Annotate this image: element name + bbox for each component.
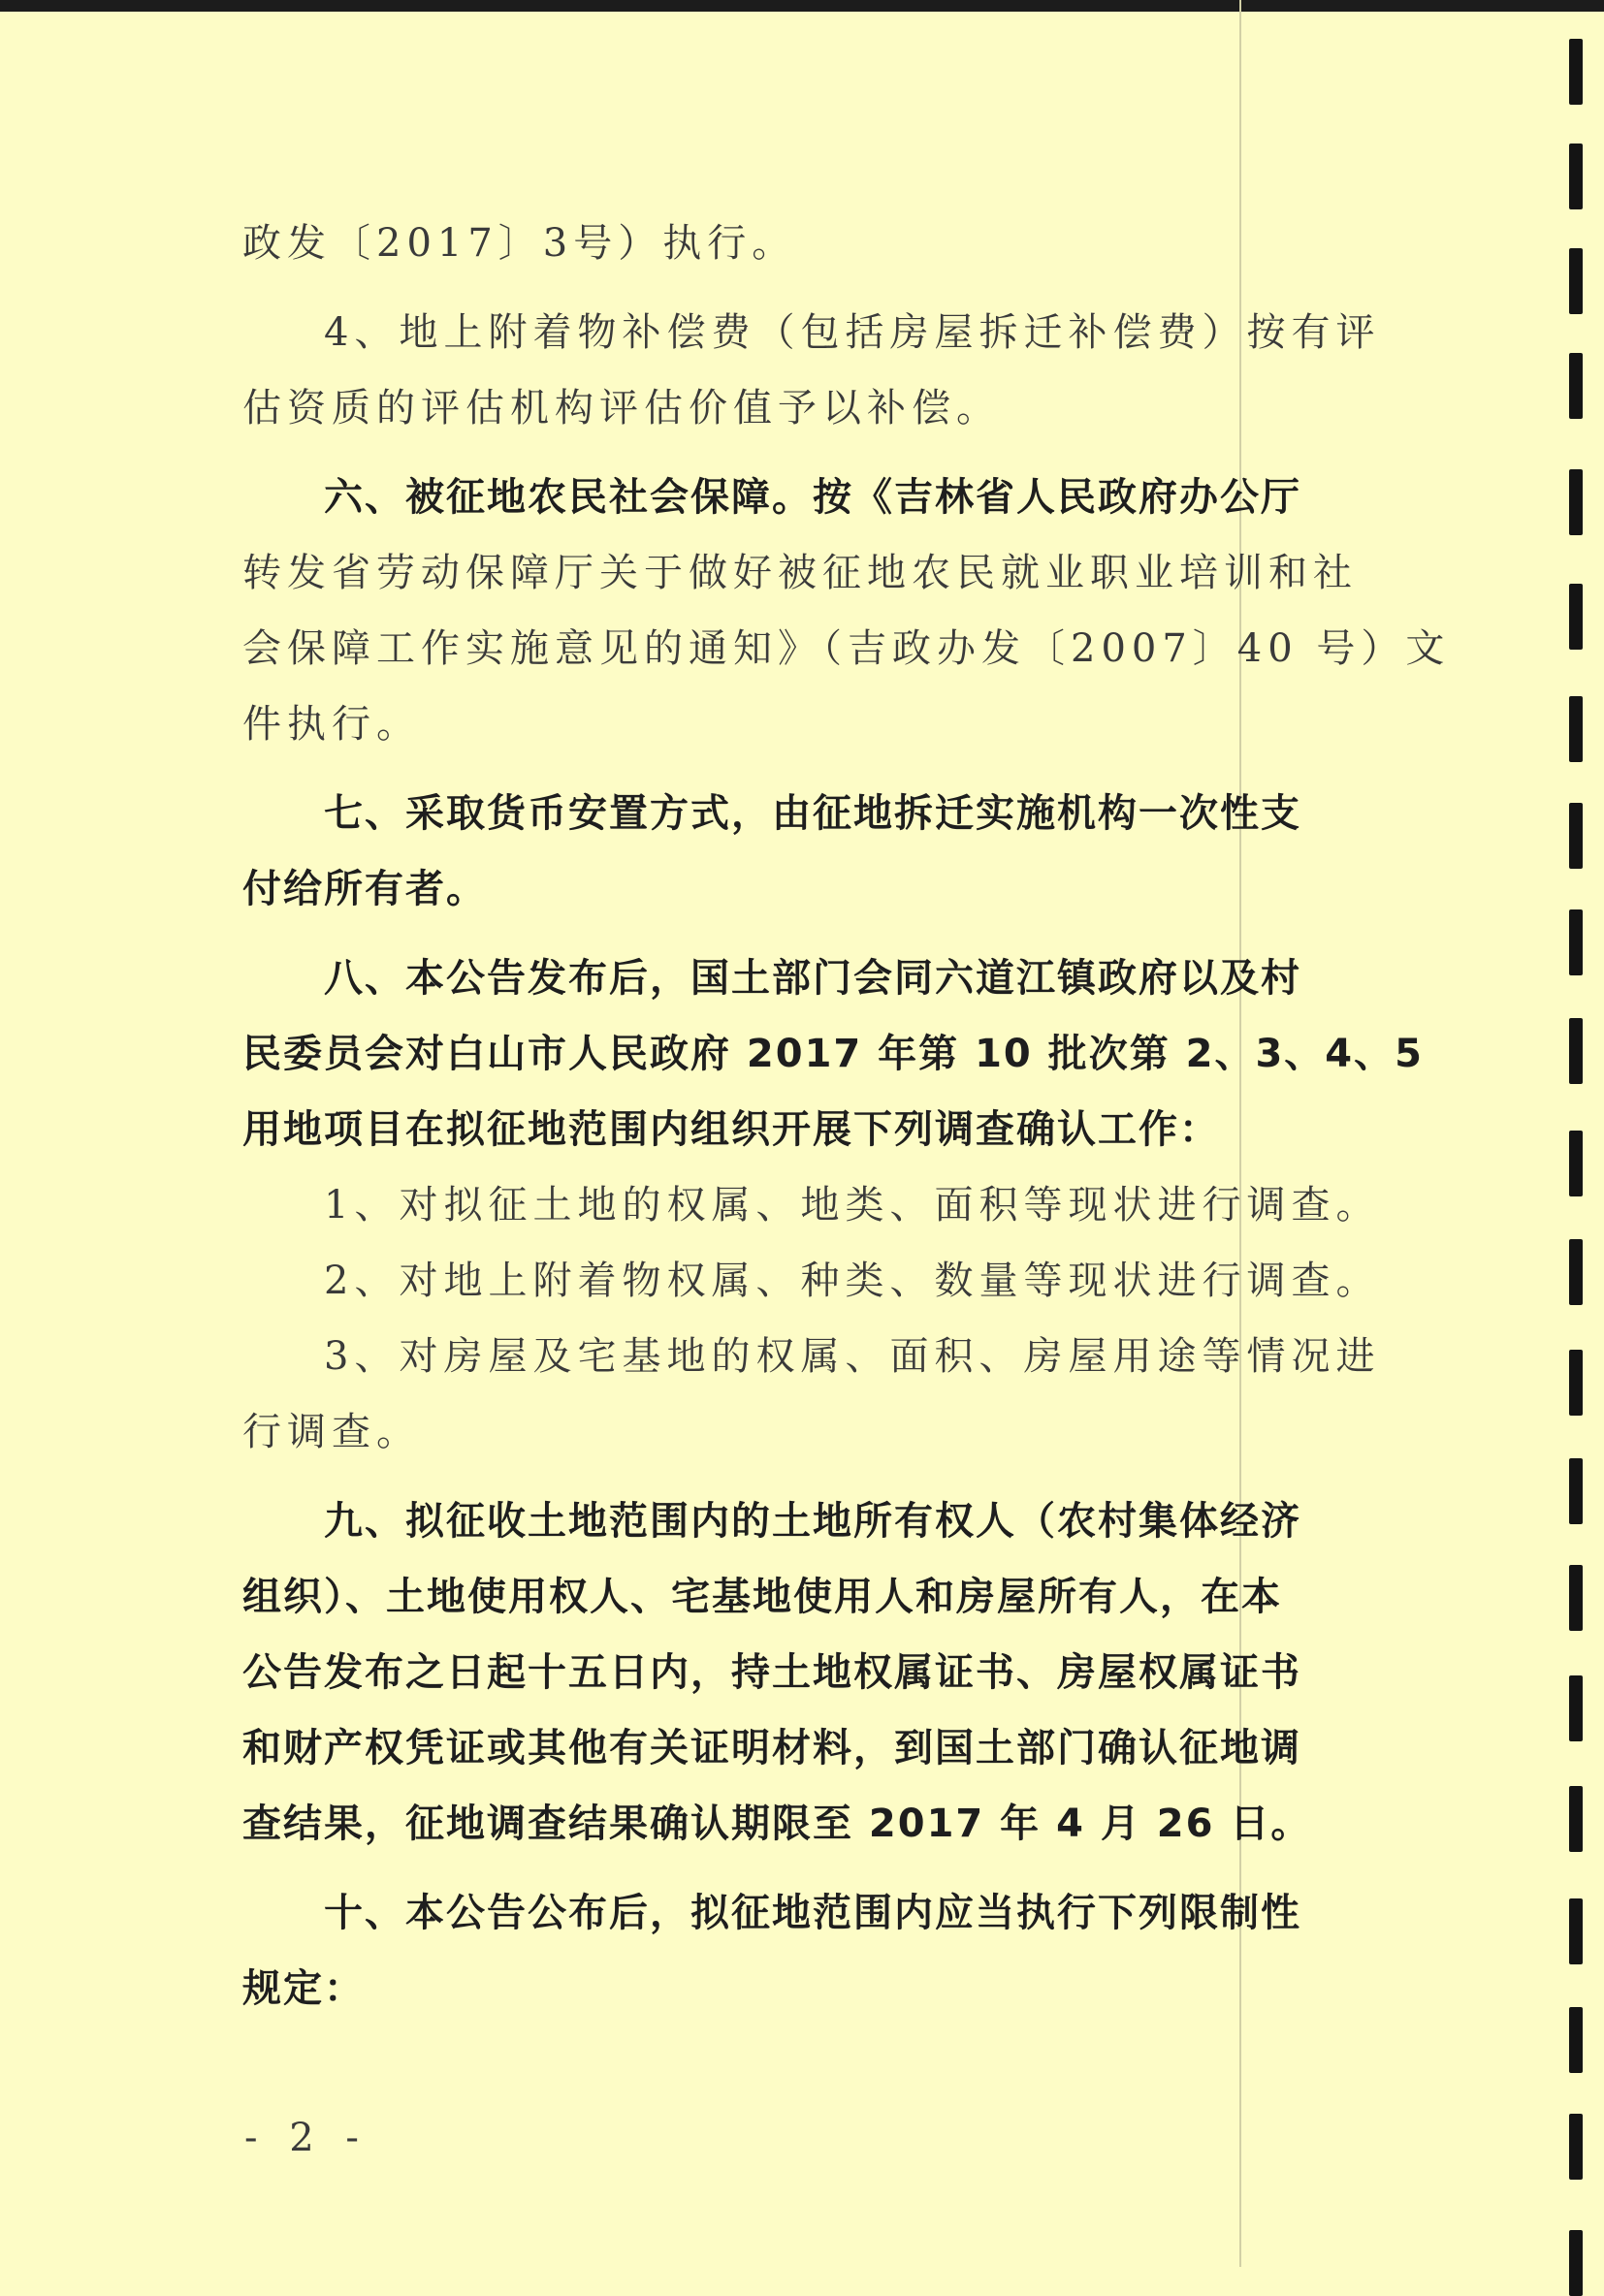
text-line: 转发省劳动保障厅关于做好被征地农民就业职业培训和社 bbox=[242, 551, 1358, 595]
binding-hole bbox=[1569, 2230, 1583, 2296]
document-body bbox=[242, 206, 1451, 2026]
text-line: 用地项目在拟征地范围内组织开展下列调查确认工作： bbox=[242, 1107, 1220, 1152]
text-line: 付给所有者。 bbox=[242, 867, 487, 911]
binding-hole bbox=[1569, 1458, 1583, 1524]
text-line: 政发〔2017〕3号）执行。 bbox=[242, 221, 797, 266]
text-line: 估资质的评估机构评估价值予以补偿。 bbox=[242, 386, 1001, 430]
binding-hole bbox=[1569, 353, 1583, 419]
section-six-heading: 六、被征地农民社会保障。按《吉林省人民政府办公厅 bbox=[324, 475, 1301, 520]
binding-hole bbox=[1569, 144, 1583, 209]
list-item: 3、对房屋及宅基地的权属、面积、房屋用途等情况进 bbox=[324, 1334, 1381, 1379]
binding-hole bbox=[1569, 803, 1583, 869]
text-line: 会保障工作实施意见的通知》（吉政办发〔2007〕40 号）文 bbox=[242, 626, 1451, 671]
binding-hole bbox=[1569, 2007, 1583, 2073]
binding-hole bbox=[1569, 248, 1583, 314]
binding-hole bbox=[1569, 469, 1583, 535]
binding-hole bbox=[1569, 696, 1583, 762]
binding-hole bbox=[1569, 1786, 1583, 1852]
text-line: 件执行。 bbox=[242, 702, 421, 747]
text-line: 行调查。 bbox=[242, 1410, 421, 1454]
binding-hole bbox=[1569, 2114, 1583, 2180]
text-line: 民委员会对白山市人民政府 2017 年第 10 批次第 2、3、4、5 bbox=[242, 1032, 1424, 1076]
binding-hole bbox=[1569, 1675, 1583, 1741]
text-line: 组织）、土地使用权人、宅基地使用人和房屋所有人，在本 bbox=[242, 1575, 1282, 1619]
binding-hole bbox=[1569, 1565, 1583, 1631]
section-seven-heading: 七、采取货币安置方式，由征地拆迁实施机构一次性支 bbox=[324, 791, 1301, 836]
binding-hole bbox=[1569, 1018, 1583, 1084]
section-eight-heading: 八、本公告发布后，国土部门会同六道江镇政府以及村 bbox=[324, 956, 1301, 1001]
text-line: 公告发布之日起十五日内，持土地权属证书、房屋权属证书 bbox=[242, 1650, 1301, 1695]
page-number: - 2 - bbox=[244, 2116, 369, 2160]
scan-top-edge bbox=[0, 0, 1604, 12]
binding-hole bbox=[1569, 909, 1583, 975]
section-nine-heading: 九、拟征收土地范围内的土地所有权人（农村集体经济 bbox=[324, 1499, 1301, 1544]
list-item: 2、对地上附着物权属、种类、数量等现状进行调查。 bbox=[324, 1259, 1381, 1303]
binding-holes bbox=[1569, 0, 1588, 2267]
binding-hole bbox=[1569, 584, 1583, 650]
binding-hole bbox=[1569, 1131, 1583, 1196]
section-ten-heading: 十、本公告公布后，拟征地范围内应当执行下列限制性 bbox=[324, 1891, 1301, 1935]
binding-hole bbox=[1569, 1350, 1583, 1416]
text-line: 查结果，征地调查结果确认期限至 2017 年 4 月 26 日。 bbox=[242, 1802, 1312, 1846]
list-item: 1、对拟征土地的权属、地类、面积等现状进行调查。 bbox=[324, 1183, 1381, 1228]
binding-hole bbox=[1569, 1239, 1583, 1305]
text-line: 4、地上附着物补偿费（包括房屋拆迁补偿费）按有评 bbox=[324, 310, 1381, 355]
binding-hole bbox=[1569, 1898, 1583, 1964]
text-line: 和财产权凭证或其他有关证明材料，到国土部门确认征地调 bbox=[242, 1726, 1301, 1770]
text-line: 规定： bbox=[242, 1966, 365, 2011]
binding-hole bbox=[1569, 39, 1583, 105]
